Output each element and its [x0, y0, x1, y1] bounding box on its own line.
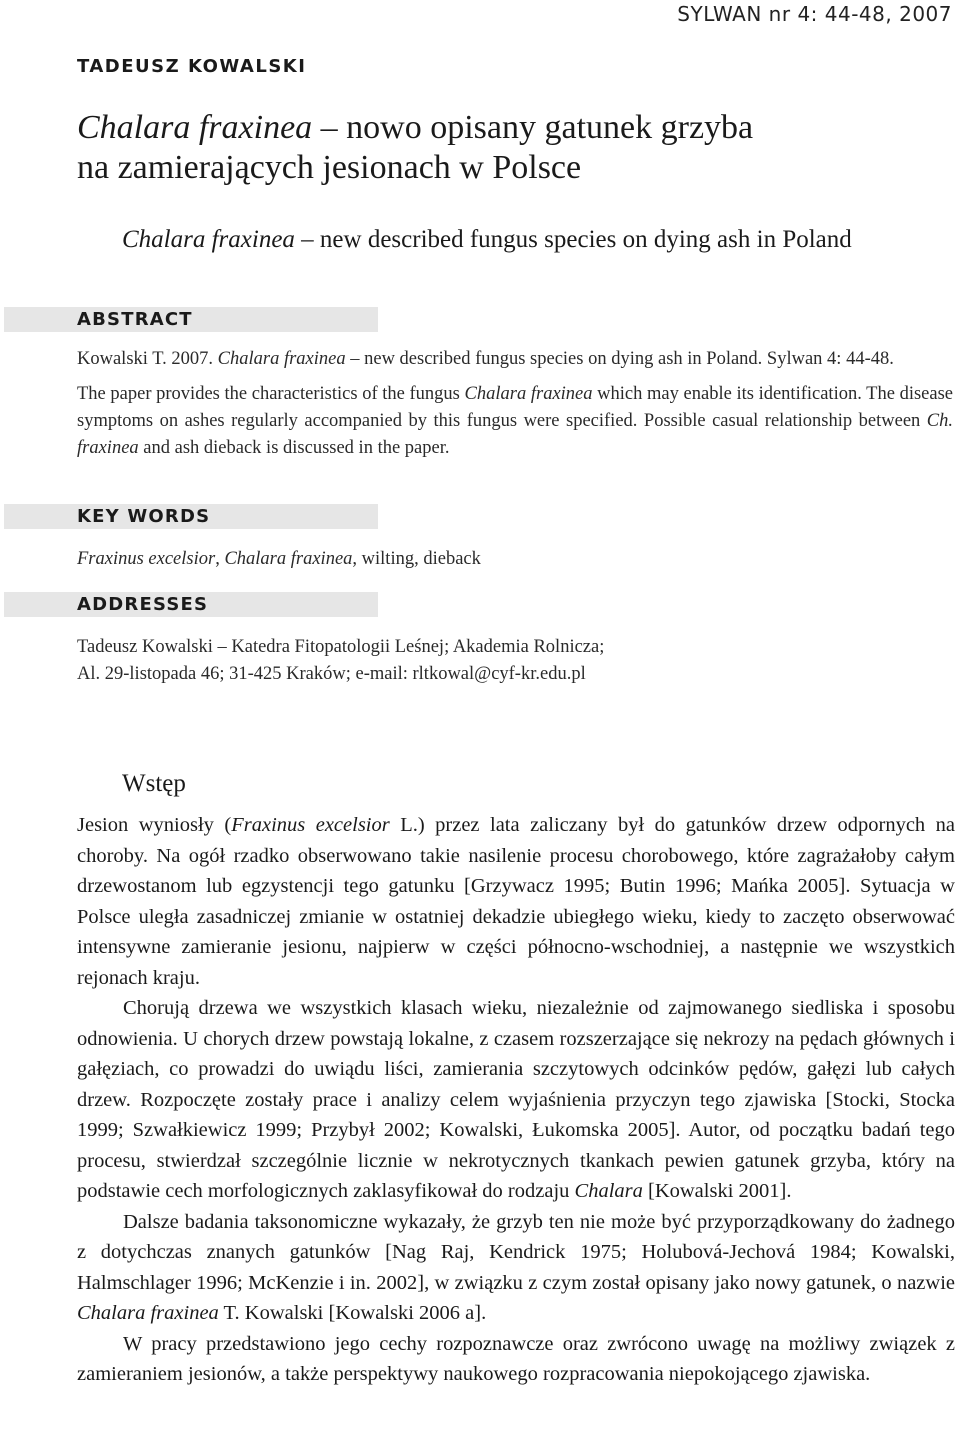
abstract-text-mid: which may enable its identification. The disease symptoms on ashes regularly accompanied by this fungus were specified. Possible casual relationship between	[77, 384, 953, 431]
keyword-separator: ,	[215, 549, 225, 569]
journal-citation: SYLWAN nr 4: 44-48, 2007	[677, 2, 952, 26]
keywords-heading: KEY WORDS	[77, 506, 211, 527]
abstract-heading: ABSTRACT	[77, 309, 193, 330]
keywords-rest: , wilting, dieback	[352, 549, 481, 569]
title-species: Chalara fraxinea	[77, 109, 313, 146]
paragraph-4: W pracy przedstawiono jego cechy rozpoznawcze oraz zwrócono uwagę na możliwy związek z zamieraniem jesionów, a także perspektywy naukowego rozpracowania niepokojącego zjawiska.	[77, 1332, 955, 1385]
keywords-list	[77, 546, 953, 573]
title-line-1	[77, 108, 753, 148]
paragraph-3	[77, 1207, 955, 1329]
citation-species: Chalara fraxinea	[217, 349, 346, 369]
abstract-text	[77, 381, 953, 462]
author-name: TADEUSZ KOWALSKI	[77, 56, 307, 77]
paragraph-2	[77, 993, 955, 1207]
subtitle-species: Chalara fraxinea	[122, 226, 295, 253]
section-body	[77, 810, 955, 1390]
article-subtitle	[122, 226, 852, 254]
p1-b: L.) przez lata zaliczany był do gatunków drzew odpornych na choroby. Na ogół rzadko obserwowano takie nasilenie procesu chorobowego, które zagrażałoby całym drzewostanom lub egzystencji tego gatunku [Grzywacz 1995; Butin 1996; Mańka 2005]. Sytuacja w Polsce uległa zasadniczej zmianie w ostatniej dekadzie ubiegłego wieku, kiedy to zaczęto obserwować intensywne zamieranie jesionu, najpierw w części północno-wschodniej, a następnie we wszystkich rejonach kraju.	[77, 814, 955, 989]
p2-a: Chorują drzewa we wszystkich klasach wieku, niezależnie od zajmowanego siedliska i sposobu odnowienia. U chorych drzew powstają lokalne, z czasem rozszerzające się nekrozy na pędach głównych i gałęziach, co prowadzi do uwiądu liści, zamierania szczytowych odcinków pędów, gałęzi lub całych drzew. Rozpoczęte zostały prace i analizy celem wyjaśnienia przyczyn tego zjawiska [Stocki, Stocka 1999; Szwałkiewicz 1999; Przybył 2002; Kowalski, Łukomska 2005]. Autor, od początku badań tego procesu, stwierdzał szczególnie licznie w nekrotycznych tkankach pewien gatunek grzyba, który na podstawie cech morfologicznych zaklasyfikował do rodzaju	[77, 997, 955, 1202]
abstract-citation	[77, 346, 953, 373]
title-line-1-rest: – nowo opisany gatunek grzyba	[312, 109, 754, 146]
p1-species: Fraxinus excelsior	[231, 814, 390, 836]
citation-post: – new described fungus species on dying ash in Poland. Sylwan 4: 44-48.	[345, 349, 894, 369]
address-line-1: Tadeusz Kowalski – Katedra Fitopatologii Leśnej; Akademia Rolnicza;	[77, 637, 605, 657]
abstract-species-1: Chalara fraxinea	[464, 384, 593, 404]
addresses-body	[77, 634, 953, 688]
p2-genus: Chalara	[574, 1180, 643, 1202]
p2-b: [Kowalski 2001].	[642, 1180, 792, 1202]
addresses-heading: ADDRESSES	[77, 594, 209, 615]
citation-pre: Kowalski T. 2007.	[77, 349, 218, 369]
abstract-body	[77, 346, 953, 462]
keyword-1: Fraxinus excelsior	[77, 549, 216, 569]
paragraph-1	[77, 810, 955, 993]
abstract-text-post: and ash dieback is discussed in the paper.	[138, 438, 450, 458]
p3-b: T. Kowalski [Kowalski 2006 a].	[218, 1302, 487, 1324]
subtitle-rest: – new described fungus species on dying ash in Poland	[294, 226, 852, 253]
p3-species: Chalara fraxinea	[77, 1302, 219, 1324]
address-line-2: Al. 29-listopada 46; 31-425 Kraków; e-mail: rltkowal@cyf-kr.edu.pl	[77, 664, 586, 684]
p1-a: Jesion wyniosły (	[77, 814, 232, 836]
title-line-2: na zamierających jesionach w Polsce	[77, 149, 582, 186]
abstract-text-pre: The paper provides the characteristics of the fungus	[77, 384, 465, 404]
section-heading: Wstęp	[122, 770, 186, 797]
article-title	[77, 108, 753, 188]
p3-a: Dalsze badania taksonomiczne wykazały, że grzyb ten nie może być przyporządkowany do żadnego z dotychczas znanych gatunków [Nag Raj, Kendrick 1975; Holubová-Jechová 1984; Kowalski, Halmschlager 1996; McKenzie i in. 2002], w związku z czym został opisany jako nowy gatunek, o nazwie	[77, 1210, 955, 1294]
keyword-2: Chalara fraxinea	[224, 549, 353, 569]
abstract-species-2: Ch. fraxinea	[77, 411, 953, 458]
